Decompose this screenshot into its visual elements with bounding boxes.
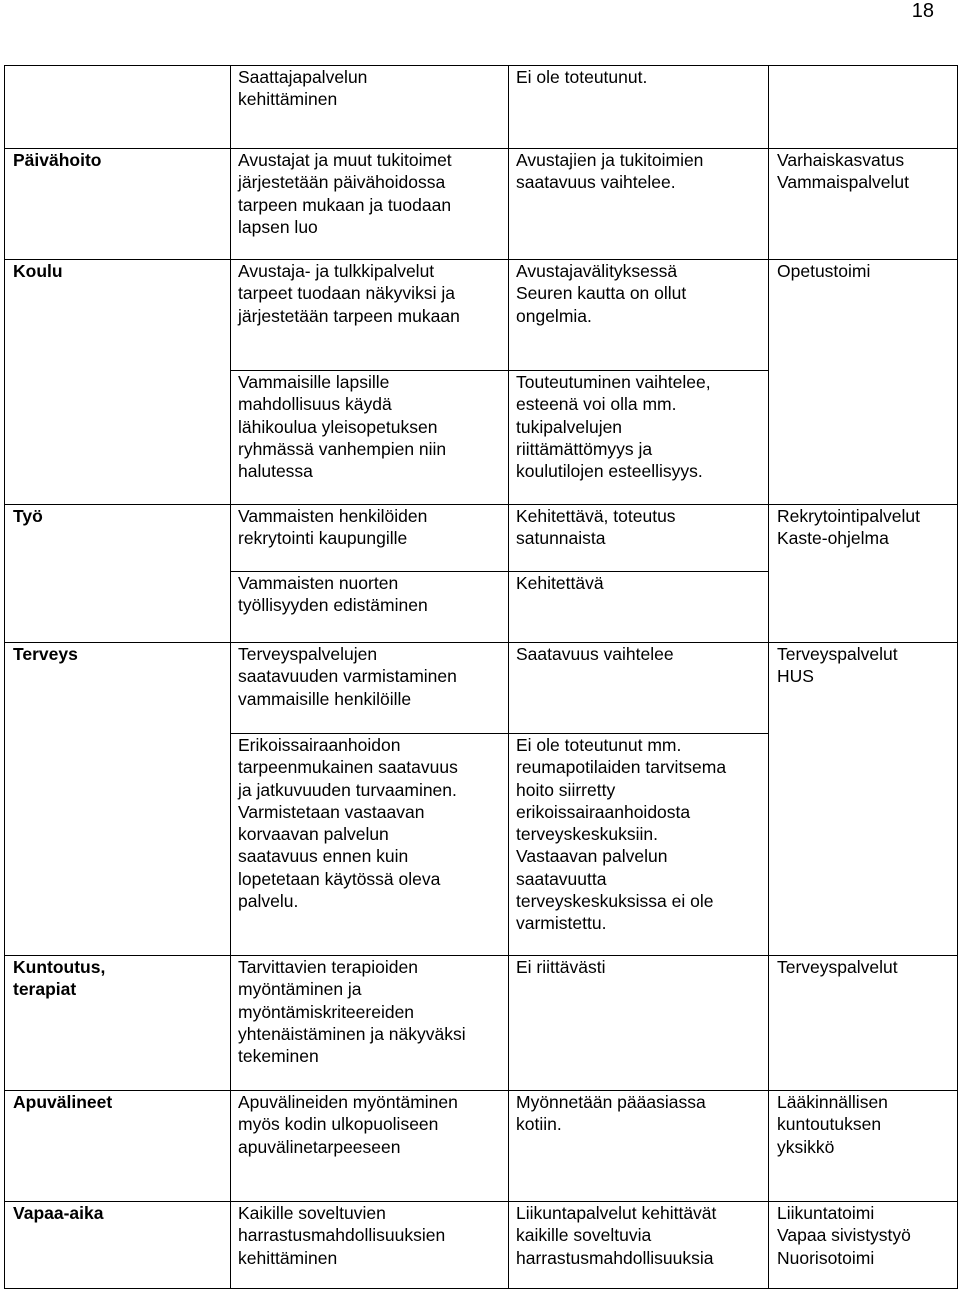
responsible-text [777,1091,888,1158]
cell-line: tukipalvelujen [516,416,623,437]
goal-text [238,956,466,1067]
cell-line: erikoissairaanhoidosta [516,801,691,822]
status-text [516,956,605,978]
goal-text [238,1091,458,1158]
cell-line: Saatavuus vaihtelee [516,644,674,664]
cell-line: vammaisille henkilöille [238,688,412,709]
cell-line: terapiat [13,979,77,1000]
cell-line: Apuvälineiden myöntäminen [238,1092,458,1112]
cell-line: saatavuuden varmistaminen [238,666,457,687]
cell-line: Kehitettävä [516,573,604,593]
table-border-top [4,65,958,66]
cell-line: työllisyyden edistäminen [238,595,428,616]
cell-line: HUS [777,666,814,687]
cell-line: terveyskeskuksiin. [516,824,658,845]
cell-line: varmistettu. [516,913,607,934]
cell-line: Liikuntatoimi [777,1203,875,1223]
cell-line: Avustajavälityksessä [516,261,678,281]
row-label [13,149,102,171]
table-border-bottom [4,1288,958,1289]
cell-line: yhtenäistäminen ja näkyväksi [238,1023,466,1044]
cell-line: Tarvittavien terapioiden [238,957,418,977]
cell-line: kaikille soveltuvia [516,1225,652,1246]
responsible-text [777,643,898,688]
cell-line: Varhaiskasvatus [777,150,905,170]
cell-line: Erikoissairaanhoidon [238,735,401,755]
responsible-text [777,505,920,550]
cell-line: Koulu [13,261,63,281]
cell-line: Nuorisotoimi [777,1247,875,1268]
responsible-text [777,149,909,194]
goal-text [238,505,427,550]
cell-line: Liikuntapalvelut kehittävät [516,1203,717,1223]
cell-line: saatavuus ennen kuin [238,846,409,867]
cell-line: Terveyspalvelut [777,644,898,664]
status-text [516,1202,716,1269]
cell-line: Kaikille soveltuvien [238,1203,386,1223]
cell-line: harrastusmahdollisuuksien [238,1225,446,1246]
status-text [516,505,676,550]
cell-line: hoito siirretty [516,779,616,800]
status-text [516,371,711,482]
cell-line: järjestetään päivähoidossa [238,172,446,193]
page-number: 18 [911,0,934,22]
cell-line: Ei ole toteutunut. [516,67,648,87]
cell-line: Vastaavan palvelun [516,846,668,867]
cell-line: Opetustoimi [777,261,871,281]
cell-line: mahdollisuus käydä [238,394,392,415]
cell-line: Saattajapalvelun [238,67,368,87]
responsible-text [777,260,870,282]
cell-line: tekeminen [238,1046,319,1067]
cell-line: Rekrytointipalvelut [777,506,920,526]
cell-line: Touteutuminen vaihtelee, [516,372,711,392]
cell-line: apuvälinetarpeeseen [238,1136,401,1157]
cell-line: Vammaisille lapsille [238,372,390,392]
cell-line: tarpeen mukaan ja tuodaan [238,194,452,215]
cell-line: tarpeenmukainen saatavuus [238,757,458,778]
goal-text [238,66,367,111]
column-border [768,65,769,1289]
cell-line: Avustaja- ja tulkkipalvelut [238,261,435,281]
cell-line: Vapaa-aika [13,1203,104,1223]
column-border [4,65,5,1289]
cell-line: rekrytointi kaupungille [238,528,408,549]
cell-line: yksikkö [777,1136,835,1157]
cell-line: kehittäminen [238,1247,338,1268]
cell-line: Apuvälineet [13,1092,113,1112]
status-text [516,734,726,935]
cell-line: koulutilojen esteellisyys. [516,461,703,482]
cell-line: Työ [13,506,43,526]
cell-line: Myönnetään pääasiassa [516,1092,706,1112]
status-text [516,572,604,594]
goal-text [238,643,457,710]
goal-text [238,734,458,912]
column-border [957,65,958,1289]
cell-line: Vapaa sivistystyö [777,1225,911,1246]
cell-line: reumapotilaiden tarvitsema [516,757,727,778]
cell-line: satunnaista [516,528,606,549]
cell-line: ryhmässä vanhempien niin [238,438,447,459]
column-border [508,65,509,1289]
cell-line: Avustajien ja tukitoimien [516,150,704,170]
row-label [13,643,78,665]
cell-line: järjestetään tarpeen mukaan [238,305,460,326]
row-label [13,956,105,1001]
goal-text [238,572,428,617]
cell-line: Terveyspalvelut [777,957,898,977]
cell-line: kehittäminen [238,89,338,110]
status-text [516,66,647,88]
cell-line: Kuntoutus, [13,957,106,977]
row-label [13,1202,103,1224]
cell-line: lapsen luo [238,216,318,237]
cell-line: Kehitettävä, toteutus [516,506,676,526]
cell-line: saatavuutta [516,868,607,889]
cell-line: Vammaisten nuorten [238,573,399,593]
cell-line: ja jatkuvuuden turvaaminen. [238,779,457,800]
cell-line: tarpeet tuodaan näkyviksi ja [238,283,455,304]
row-label [13,1091,112,1113]
cell-line: myöntäminen ja [238,979,362,1000]
cell-line: ongelmia. [516,305,592,326]
goal-text [238,260,460,327]
goal-text [238,1202,445,1269]
cell-line: Ei ole toteutunut mm. [516,735,682,755]
cell-line: riittämättömyys ja [516,438,653,459]
cell-line: lopetetaan käytössä oleva [238,868,441,889]
cell-line: Päivähoito [13,150,102,170]
status-text [516,643,674,665]
status-text [516,260,686,327]
cell-line: myös kodin ulkopuoliseen [238,1114,439,1135]
cell-line: Terveys [13,644,78,664]
row-label [13,260,63,282]
status-text [516,1091,706,1136]
cell-line: kuntoutuksen [777,1114,882,1135]
goal-text [238,149,452,238]
cell-line: harrastusmahdollisuuksia [516,1247,714,1268]
cell-line: Varmistetaan vastaavan [238,801,425,822]
column-border [230,65,231,1289]
cell-line: Vammaispalvelut [777,172,909,193]
cell-line: Lääkinnällisen [777,1092,888,1112]
cell-line: palvelu. [238,891,299,912]
cell-line: esteenä voi olla mm. [516,394,677,415]
cell-line: lähikoulua yleisopetuksen [238,416,438,437]
status-text [516,149,703,194]
row-label [13,505,43,527]
cell-line: Kaste-ohjelma [777,528,889,549]
responsible-text [777,1202,911,1269]
cell-line: Vammaisten henkilöiden [238,506,428,526]
cell-line: Avustajat ja muut tukitoimet [238,150,452,170]
cell-line: halutessa [238,461,313,482]
cell-line: Ei riittävästi [516,957,606,977]
goal-text [238,371,446,482]
cell-line: Terveyspalvelujen [238,644,378,664]
cell-line: Seuren kautta on ollut [516,283,687,304]
cell-line: saatavuus vaihtelee. [516,172,676,193]
cell-line: terveyskeskuksissa ei ole [516,891,714,912]
cell-line: korvaavan palvelun [238,824,389,845]
responsible-text [777,956,898,978]
cell-line: kotiin. [516,1114,562,1135]
cell-line: myöntämiskriteereiden [238,1001,415,1022]
